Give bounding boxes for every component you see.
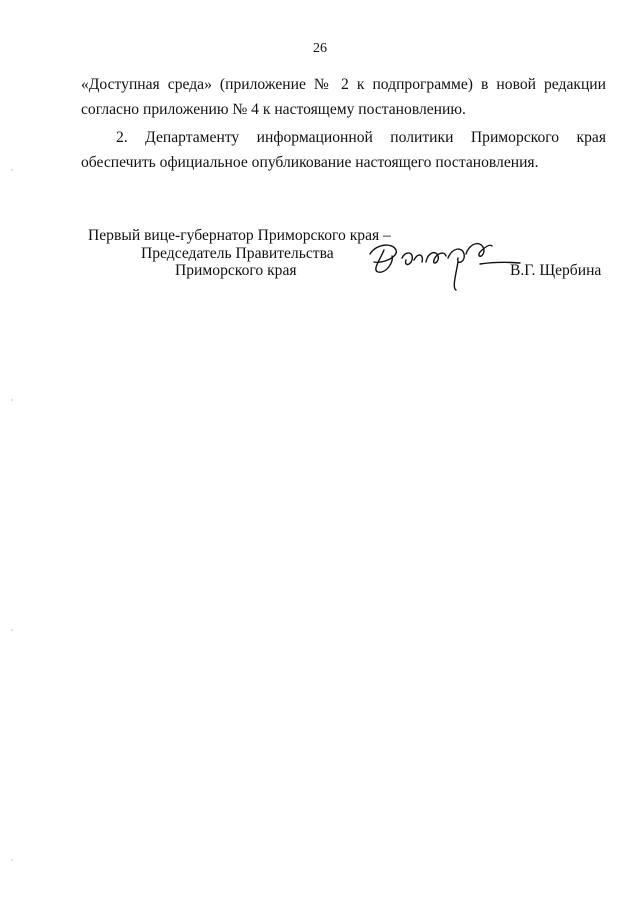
paragraph-line: согласно приложению № 4 к настоящему постановлению.: [81, 101, 466, 118]
paragraph-line: «Доступная среда» (приложение № 2 к подпрограмме) в новой редакции: [81, 76, 606, 93]
paragraph-line: 2. Департаменту информационной политики Приморского края: [116, 129, 606, 146]
page-number: 26: [313, 41, 327, 56]
signatory-name: В.Г. Щербина: [510, 262, 602, 279]
signatory-position: Первый вице-губернатор Приморского края –: [88, 227, 391, 244]
handwritten-signature: [362, 232, 522, 292]
signatory-position: Приморского края: [175, 262, 297, 279]
paragraph-line: обеспечить официальное опубликование настоящего постановления.: [81, 154, 539, 171]
signatory-position: Председатель Правительства: [141, 245, 334, 262]
